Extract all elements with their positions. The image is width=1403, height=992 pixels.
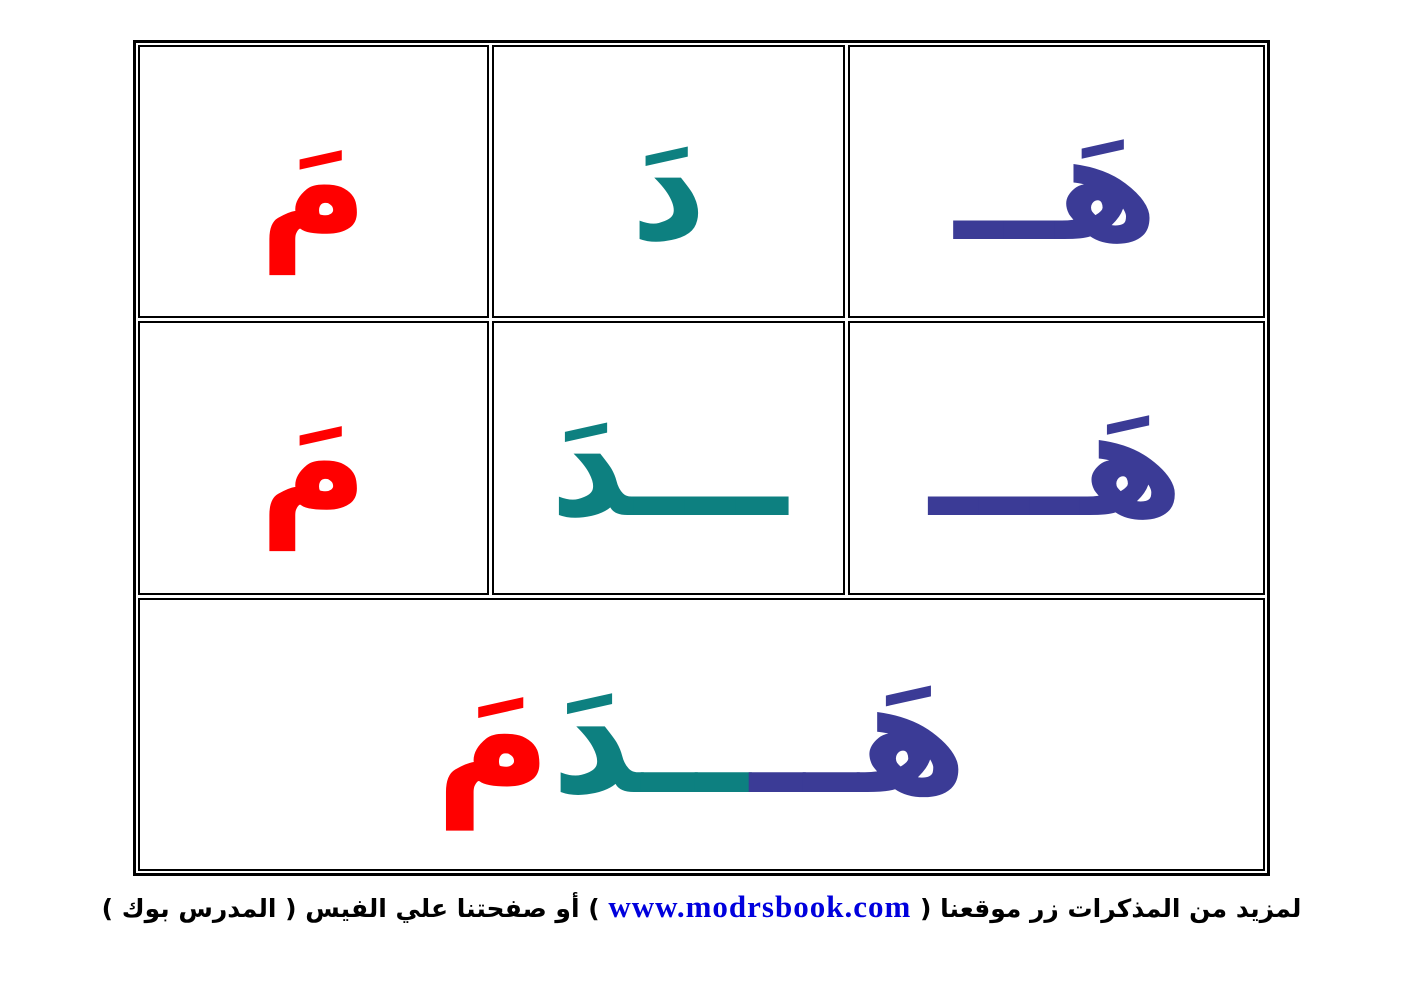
cell-row1-meem (138, 45, 489, 318)
letter-heh-initial-fatha: هَــ (954, 101, 1159, 274)
cell-row1-dal (492, 45, 845, 318)
cell-row2-dal (492, 321, 845, 594)
cell-row1-heh (848, 45, 1265, 318)
word-hadama (435, 646, 968, 831)
letter-heh-initial-fatha-long: هَـــ (929, 377, 1184, 550)
letters-table (133, 40, 1270, 876)
cell-word-hadama (138, 598, 1265, 871)
cell-row2-heh (848, 321, 1265, 594)
footer-text-after: ) أو صفحتنا علي الفيس ( المدرس بوك ) (101, 894, 609, 923)
footer-text-before: لمزيد من المذكرات زر موقعنا ( (911, 894, 1302, 923)
letter-dal-final-fatha-long: ـــدَ (549, 377, 788, 550)
word-part-meem: مَ (435, 646, 551, 831)
footer-note (0, 882, 1403, 934)
word-part-dal: ــدَ (550, 646, 751, 831)
website-link[interactable]: www.modrsbook.com (608, 889, 912, 924)
letter-meem-fatha: مَ (259, 377, 368, 550)
word-part-heh: هَــ (750, 646, 968, 831)
letter-meem-fatha: مَ (259, 101, 368, 274)
cell-row2-meem (138, 321, 489, 594)
letter-dal-fatha: دَ (630, 101, 707, 274)
